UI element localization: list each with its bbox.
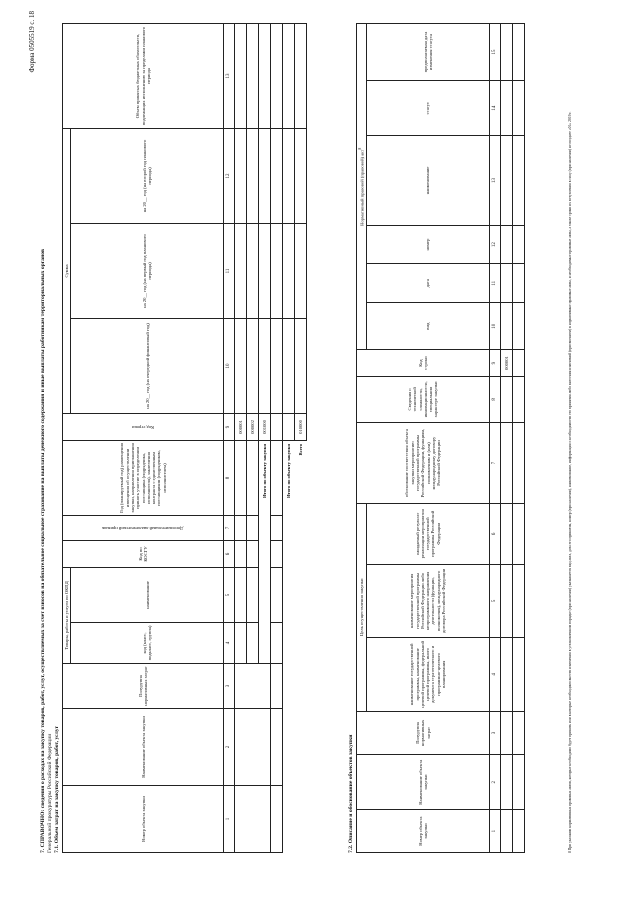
table-cell (500, 638, 512, 711)
table-cell (295, 224, 307, 319)
header-cell: Код по КОСГУ (63, 541, 224, 568)
table-cell (512, 810, 524, 853)
table-cell (500, 81, 512, 136)
table-row (295, 24, 307, 853)
table-cell (500, 810, 512, 853)
table-cell (512, 264, 524, 303)
header-cell: Номер объекта закупки (63, 786, 224, 853)
column-number: 8 (489, 376, 500, 422)
table-cell (271, 414, 283, 441)
table-cell (247, 541, 259, 568)
rotated-sheet (20, 11, 620, 885)
header-cell: Код строки (63, 414, 224, 441)
table-cell (271, 568, 283, 623)
column-number: 4 (489, 638, 500, 711)
header-cell: наименование (366, 136, 489, 225)
column-number: 5 (489, 564, 500, 637)
header-cell: Номер объекта закупки (357, 810, 490, 853)
column-number: 12 (489, 225, 500, 264)
table-cell (500, 423, 512, 504)
header-cell: ожидаемый результат реализации мероприятия государственной программы Российской Федерации (366, 503, 489, 564)
header-cell (357, 24, 367, 350)
table-cell (283, 24, 295, 129)
vsego-label: Всего (298, 444, 304, 456)
table-cell (235, 709, 271, 786)
table-cell (500, 136, 512, 225)
itog-label: Итого по объекту закупки (262, 444, 268, 499)
header-cell: Наименование объекта закупки (63, 709, 224, 786)
table-cell (259, 224, 271, 319)
header-cell: Наименование объекта закупки (357, 755, 490, 810)
column-number: 10 (224, 319, 235, 414)
header-cell: на 20__ год (на второй год планового периода) (71, 129, 224, 224)
table-cell (271, 709, 283, 786)
table-cell (512, 350, 524, 376)
table-cell (295, 319, 307, 414)
column-number: 1 (224, 786, 235, 853)
table-cell (512, 136, 524, 225)
header-cell: Год (планируемый год) размещения извещения об осуществлении закупки, направления приглашения принять участие в определении поставщика (подрядчика, исполнителя), заключения контракта с единственным поставщиком (подрядчиком, исполнителем) (63, 441, 224, 516)
table-cell (283, 414, 295, 441)
table-cell (247, 516, 259, 541)
header-cell: наименование мероприятия государственной программы Российской Федерации либо непрограммного направления деятельности (функции, полномочия), международного договора Российской Федерации (366, 564, 489, 637)
table-cell (512, 755, 524, 810)
table-cell (259, 319, 271, 414)
header-cell: Сведения о технической сложности, инновационности, специальном характере закупки (357, 376, 490, 422)
table-cell (271, 24, 283, 129)
column-number: 1 (489, 810, 500, 853)
column-number: 9 (224, 414, 235, 441)
header-cell: наименование (71, 568, 224, 623)
table-cell (271, 516, 283, 541)
header-cell: Цель осуществления закупки (357, 503, 367, 711)
header-cell: Объем принятых бюджетных обязательств, подлежащих исполнению за пределами планового периода (63, 24, 224, 129)
line-code: 010000 (295, 414, 307, 441)
table-cell (512, 711, 524, 755)
table-cell (512, 225, 524, 264)
table-cell (500, 24, 512, 81)
subsection-heading-7-1: 7.1. Объем затрат на закупку товаров, работ, услуг (54, 725, 60, 853)
table-row (283, 24, 295, 853)
table-cell (235, 224, 247, 319)
table-cell (283, 319, 295, 414)
column-number: 6 (489, 503, 500, 564)
header-cell: Полуруппа нормативных затрат (63, 664, 224, 709)
header-cell: Товары, работы и услуги по ОКПД (63, 568, 71, 664)
table-cell (235, 319, 247, 414)
table-cell (259, 129, 271, 224)
table-cell (283, 129, 295, 224)
table-cell (235, 24, 247, 129)
table-cell (500, 264, 512, 303)
table-cell (247, 441, 259, 516)
table-cell (259, 24, 271, 129)
procurement-objects-table (356, 23, 525, 853)
header-cell: код (класс, подкласс, группа) (71, 623, 224, 664)
column-number: 2 (224, 709, 235, 786)
table-cell (247, 224, 259, 319)
column-number: 3 (489, 711, 500, 755)
table-cell (500, 503, 512, 564)
column-number: 12 (224, 129, 235, 224)
table-cell (500, 564, 512, 637)
table-cell (500, 225, 512, 264)
column-number: 5 (224, 568, 235, 623)
column-number: 3 (224, 664, 235, 709)
header-cell: вид (366, 302, 489, 349)
column-number: 13 (489, 136, 500, 225)
table-cell (500, 755, 512, 810)
line-code: 000002 (247, 414, 259, 441)
header-cell: Сумма (63, 129, 71, 414)
column-number: 2 (489, 755, 500, 810)
header-cell: наименование государственной программы, наименование целевой программы, федеральной целевой программы, иного документа стратегического и программно-целевого планирования (366, 638, 489, 711)
table-cell (500, 376, 512, 422)
table-cell (247, 24, 259, 129)
table-cell (235, 129, 247, 224)
table-row (235, 24, 247, 853)
table-cell (247, 623, 259, 664)
subsection-heading-7-2: 7.2. Описание и обоснование объектов закупки (348, 734, 354, 853)
column-number: 13 (224, 24, 235, 129)
section-heading: 7. СПРАВОЧНО: сведения о расходах на закупку товаров, работ, услуг, осуществляемых за счет взносов на обязательное социальное страхование на выплаты денежного содержания и иные выплаты работникам территориальных органов (40, 249, 46, 853)
header-cell: на 20__ год (на первый год планового периода) (71, 224, 224, 319)
table-cell (271, 319, 283, 414)
form-code: Форма 0505519 с. 18 (28, 11, 36, 73)
column-number: 15 (489, 24, 500, 81)
table-cell (512, 24, 524, 81)
column-number: 6 (224, 541, 235, 568)
header-cell: статус (366, 81, 489, 136)
table-cell (235, 516, 247, 541)
table-cell (271, 129, 283, 224)
table-cell (512, 302, 524, 349)
header-cell: обоснование соответствия объекта закупки мероприятию государственной программы Российской Федерации, функциям, полномочиям и (или) международному договору Российской Федерации (357, 423, 490, 504)
footnote-mark: 8 (358, 147, 362, 150)
procurement-costs-table (62, 23, 307, 853)
header-cell: предполагаемая дата изменения статуса (366, 24, 489, 81)
table-cell (295, 129, 307, 224)
table-row (512, 24, 524, 853)
header-cell: Код строки (357, 350, 490, 376)
table-cell (235, 568, 247, 623)
header-cell: дата (366, 264, 489, 303)
column-number: 7 (489, 423, 500, 504)
header-cell: Дополнительный аналитический признак (63, 516, 224, 541)
table-cell (235, 664, 271, 709)
table-cell (247, 568, 259, 623)
table-cell (271, 541, 283, 568)
itog-label: Итого по объекту закупки (286, 444, 292, 499)
table-cell (512, 81, 524, 136)
header-cell: Полуруппа нормативных затрат (357, 711, 490, 755)
table-cell (247, 319, 259, 414)
table-cell (512, 638, 524, 711)
line-code: 001000 (259, 414, 271, 441)
table-cell (283, 224, 295, 319)
table-cell (512, 376, 524, 422)
section-subheading: Генеральной прокуратуры Российской Федерации (47, 733, 53, 853)
footnote: 8 При указании нормативных правовых актов, которые необходимо будет принять или в которые необходимо внести изменения в установленном порядке (при наличии) указывается вид акта, дата его принятия, номер (при наличии), наименование, информация о необходимости его принятия либо внесения изменений (присвоением) в нормативные правовые акты, и необходимые правовые акты, а также сроки их вступления в силу (при наличии) не позднее «01» 2019 г. (568, 111, 572, 853)
table-cell (512, 564, 524, 637)
line-code: 000001 (235, 414, 247, 441)
column-number: 7 (224, 516, 235, 541)
table-row (271, 24, 283, 853)
act-header: Нормативный правовой (правовой) акт (359, 149, 365, 226)
table-cell (271, 224, 283, 319)
header-cell: номер (366, 225, 489, 264)
column-number: 14 (489, 81, 500, 136)
table-cell (500, 302, 512, 349)
table-cell (247, 129, 259, 224)
table-cell (295, 24, 307, 129)
column-number: 9 (489, 350, 500, 376)
table-cell (512, 423, 524, 504)
table-cell (271, 623, 283, 664)
table-cell (235, 441, 247, 516)
column-number: 11 (224, 224, 235, 319)
column-number: 4 (224, 623, 235, 664)
table-cell (235, 786, 271, 853)
column-number: 10 (489, 302, 500, 349)
table-cell (512, 503, 524, 564)
header-cell: на 20__ год (на очередной финансовый год) (71, 319, 224, 414)
line-code: 000001 (500, 350, 512, 376)
table-cell (271, 664, 283, 709)
table-cell (500, 711, 512, 755)
table-cell (271, 786, 283, 853)
column-number: 8 (224, 441, 235, 516)
table-cell (235, 541, 247, 568)
table-cell (271, 441, 283, 516)
table-cell (235, 623, 247, 664)
table-row (500, 24, 512, 853)
column-number: 11 (489, 264, 500, 303)
